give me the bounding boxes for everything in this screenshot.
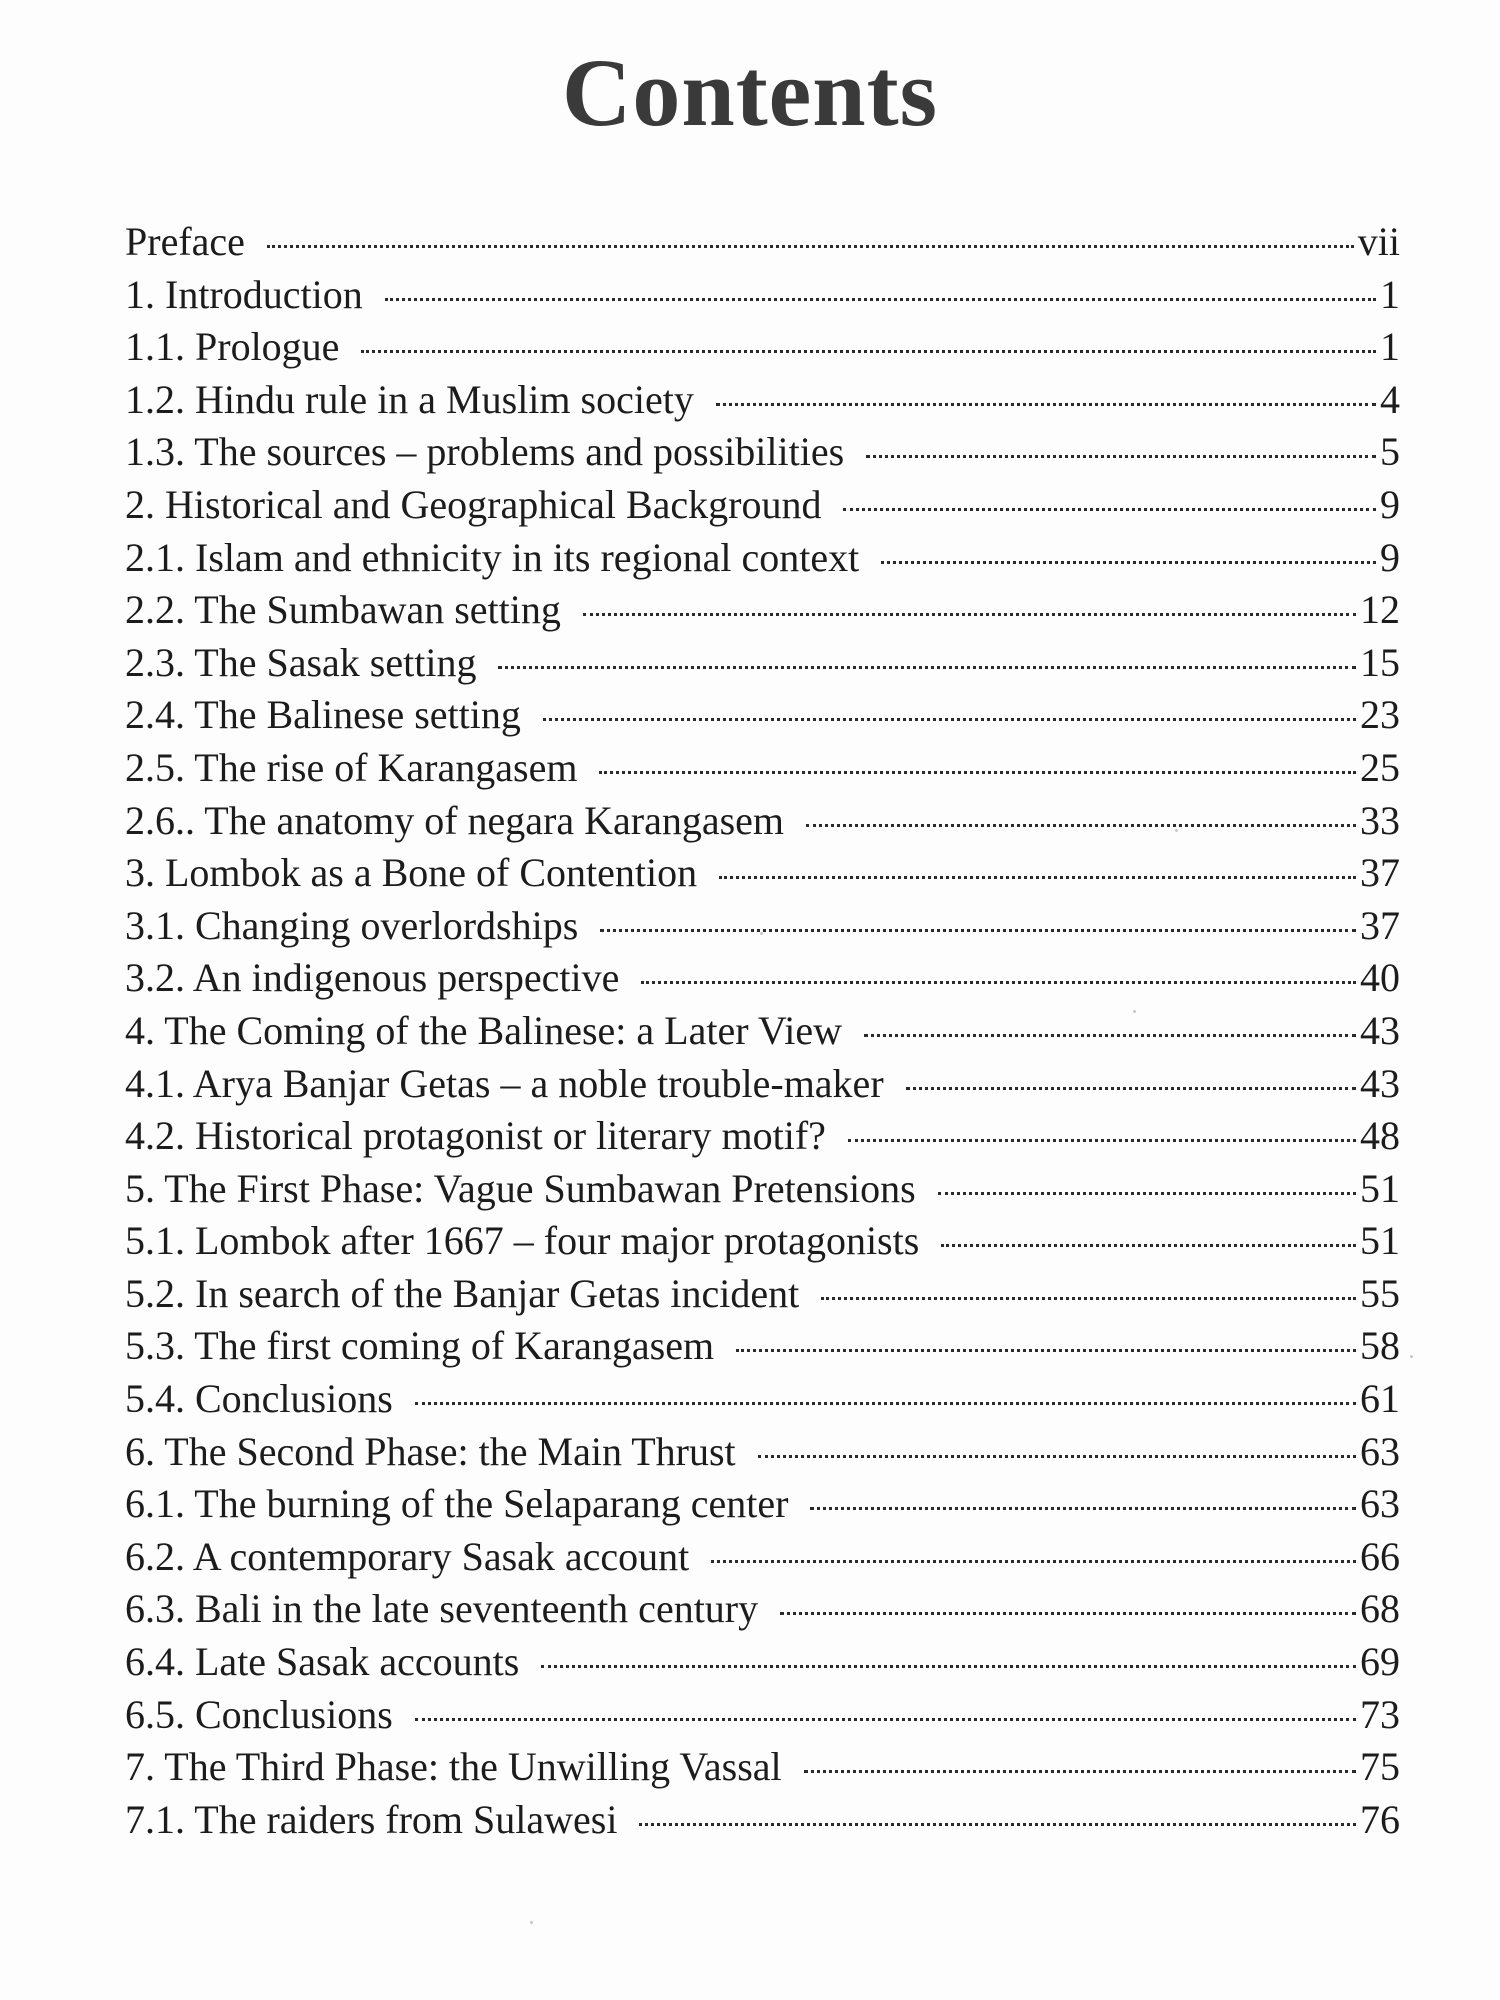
toc-entry-label: 1.2. Hindu rule in a Muslim society <box>125 376 694 422</box>
dot-leader <box>719 876 1356 879</box>
dot-leader <box>361 350 1376 353</box>
toc-entry <box>125 742 1400 795</box>
toc-entry-page-number: 63 <box>1360 1481 1400 1527</box>
toc-entry-page-number: 48 <box>1360 1113 1400 1159</box>
paper-speck <box>1133 1010 1136 1013</box>
toc-entry <box>125 1531 1400 1584</box>
toc-entry-page-number: 73 <box>1360 1691 1400 1737</box>
toc-entry-page-number: 15 <box>1360 639 1400 685</box>
toc-entry-page-number: 68 <box>1360 1586 1400 1632</box>
toc-entry <box>125 1110 1400 1163</box>
toc-entry-label: 5.3. The first coming of Karangasem <box>125 1323 715 1369</box>
toc-entry-label: 7. The Third Phase: the Unwilling Vassal <box>125 1744 782 1790</box>
toc-entry-label: 4.1. Arya Banjar Getas – a noble trouble-maker <box>125 1060 884 1106</box>
toc-entry <box>125 1741 1400 1794</box>
toc-entry-label: 2. Historical and Geographical Background <box>125 481 822 527</box>
toc-entry <box>125 269 1400 322</box>
toc-entry <box>125 1058 1400 1111</box>
toc-entry <box>125 426 1400 479</box>
toc-entry-page-number: 43 <box>1360 1007 1400 1053</box>
toc-entry <box>125 1163 1400 1216</box>
toc-entry-label: 3.1. Changing overlordships <box>125 902 579 948</box>
toc-entry-label: 2.4. The Balinese setting <box>125 692 521 738</box>
dot-leader <box>600 929 1356 932</box>
page-title: Contents <box>561 39 938 146</box>
paper-speck <box>1175 829 1178 832</box>
dot-leader <box>583 613 1356 616</box>
toc-entry <box>125 952 1400 1005</box>
dot-leader <box>711 1560 1356 1563</box>
dot-leader <box>415 1402 1356 1405</box>
toc-entry <box>125 795 1400 848</box>
toc-entry <box>125 637 1400 690</box>
dot-leader <box>641 981 1356 984</box>
toc-entry-label: 6. The Second Phase: the Main Thrust <box>125 1428 736 1474</box>
toc-entry-page-number: 37 <box>1360 850 1400 896</box>
toc-entry-page-number: 61 <box>1360 1376 1400 1422</box>
toc-entry-label: 2.6.. The anatomy of negara Karangasem <box>125 797 785 843</box>
toc-entry-page-number: 5 <box>1380 429 1400 475</box>
toc-entry <box>125 900 1400 953</box>
dot-leader <box>543 718 1356 721</box>
dot-leader <box>804 1770 1356 1773</box>
toc-entry <box>125 847 1400 900</box>
toc-entry-page-number: 33 <box>1360 797 1400 843</box>
paper-speck <box>760 932 763 935</box>
toc-entry-label: 4.2. Historical protagonist or literary motif? <box>125 1113 826 1159</box>
toc-entry-label: 5.2. In search of the Banjar Getas incident <box>125 1270 800 1316</box>
paper-speck <box>530 1921 533 1924</box>
dot-leader <box>938 1192 1356 1195</box>
dot-leader <box>415 1718 1356 1721</box>
toc-entry <box>125 1215 1400 1268</box>
toc-entry <box>125 1320 1400 1373</box>
toc-entry-page-number: 43 <box>1360 1060 1400 1106</box>
dot-leader <box>821 1297 1356 1300</box>
toc-entry <box>125 1794 1400 1847</box>
toc-entry-label: 3. Lombok as a Bone of Contention <box>125 850 698 896</box>
toc-entry <box>125 374 1400 427</box>
toc-entry-page-number: 51 <box>1360 1218 1400 1264</box>
toc-entry <box>125 532 1400 585</box>
dot-leader <box>864 1034 1356 1037</box>
toc-entry-page-number: 66 <box>1360 1533 1400 1579</box>
toc-entry-page-number: 9 <box>1380 481 1400 527</box>
toc-entry-page-number: 25 <box>1360 744 1400 790</box>
toc-entry <box>125 1583 1400 1636</box>
dot-leader <box>806 824 1356 827</box>
toc-entry <box>125 1478 1400 1531</box>
dot-leader <box>810 1507 1356 1510</box>
dot-leader <box>941 1244 1356 1247</box>
toc-entry-page-number: 12 <box>1360 587 1400 633</box>
table-of-contents <box>125 216 1400 1846</box>
toc-entry-label: Preface <box>125 219 245 264</box>
toc-entry <box>125 584 1400 637</box>
dot-leader <box>599 771 1356 774</box>
paper-speck <box>1410 1355 1413 1358</box>
toc-entry <box>125 689 1400 742</box>
toc-entry-label: 2.2. The Sumbawan setting <box>125 587 561 633</box>
dot-leader <box>881 561 1376 564</box>
toc-entry-page-number: 76 <box>1360 1796 1400 1842</box>
toc-entry <box>125 1426 1400 1479</box>
toc-entry-page-number: 4 <box>1380 376 1400 422</box>
toc-entry-label: 3.2. An indigenous perspective <box>125 955 620 1001</box>
toc-entry-page-number: 40 <box>1360 955 1400 1001</box>
toc-entry-label: 6.5. Conclusions <box>125 1691 393 1737</box>
toc-entry-label: 7.1. The raiders from Sulawesi <box>125 1796 618 1842</box>
toc-entry-page-number: vii <box>1357 219 1400 264</box>
toc-entry-page-number: 63 <box>1360 1428 1400 1474</box>
toc-entry-label: 5. The First Phase: Vague Sumbawan Pretensions <box>125 1165 916 1211</box>
toc-entry <box>125 321 1400 374</box>
toc-entry-page-number: 51 <box>1360 1165 1400 1211</box>
dot-leader <box>848 1139 1356 1142</box>
dot-leader <box>906 1087 1356 1090</box>
toc-entry-label: 6.4. Late Sasak accounts <box>125 1639 520 1685</box>
toc-entry-page-number: 58 <box>1360 1323 1400 1369</box>
toc-entry-page-number: 9 <box>1380 534 1400 580</box>
dot-leader <box>498 666 1356 669</box>
dot-leader <box>385 298 1376 301</box>
toc-entry-label: 6.2. A contemporary Sasak account <box>125 1533 690 1579</box>
toc-entry <box>125 216 1400 269</box>
dot-leader <box>267 245 1354 248</box>
toc-entry-page-number: 1 <box>1380 271 1400 317</box>
toc-entry-page-number: 23 <box>1360 692 1400 738</box>
toc-entry <box>125 479 1400 532</box>
dot-leader <box>716 403 1376 406</box>
toc-entry-page-number: 1 <box>1380 324 1400 370</box>
dot-leader <box>780 1612 1356 1615</box>
toc-entry-label: 2.5. The rise of Karangasem <box>125 744 578 790</box>
toc-entry-label: 5.1. Lombok after 1667 – four major protagonists <box>125 1218 920 1264</box>
toc-entry <box>125 1005 1400 1058</box>
toc-entry-label: 4. The Coming of the Balinese: a Later View <box>125 1007 843 1053</box>
toc-entry <box>125 1373 1400 1426</box>
toc-entry-label: 2.1. Islam and ethnicity in its regional context <box>125 534 860 580</box>
toc-entry-label: 5.4. Conclusions <box>125 1376 393 1422</box>
toc-entry-page-number: 55 <box>1360 1270 1400 1316</box>
toc-entry-label: 1. Introduction <box>125 271 363 317</box>
toc-entry-page-number: 37 <box>1360 902 1400 948</box>
dot-leader <box>736 1349 1356 1352</box>
toc-entry-label: 6.1. The burning of the Selaparang center <box>125 1481 789 1527</box>
dot-leader <box>843 508 1376 511</box>
toc-entry <box>125 1636 1400 1689</box>
toc-entry-label: 2.3. The Sasak setting <box>125 639 477 685</box>
toc-entry <box>125 1689 1400 1742</box>
toc-entry-label: 1.1. Prologue <box>125 324 340 370</box>
toc-entry <box>125 1268 1400 1321</box>
dot-leader <box>639 1823 1356 1826</box>
dot-leader <box>758 1455 1356 1458</box>
dot-leader <box>541 1665 1356 1668</box>
toc-entry-page-number: 75 <box>1360 1744 1400 1790</box>
toc-entry-page-number: 69 <box>1360 1639 1400 1685</box>
dot-leader <box>866 455 1376 458</box>
toc-entry-label: 1.3. The sources – problems and possibilities <box>125 429 845 475</box>
toc-entry-label: 6.3. Bali in the late seventeenth century <box>125 1586 759 1632</box>
